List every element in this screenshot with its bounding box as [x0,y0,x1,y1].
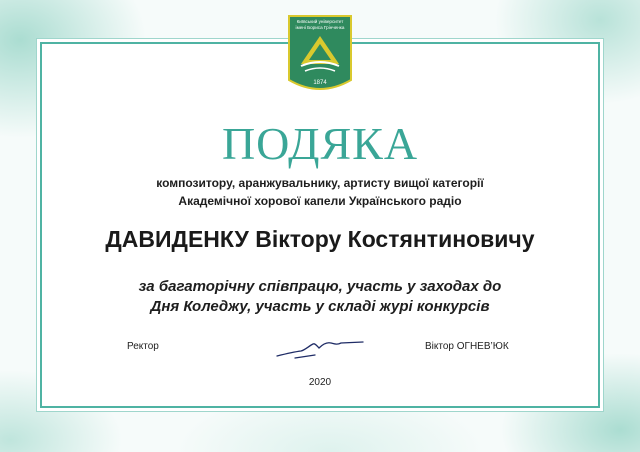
reason-line-1: за багаторічну співпрацю, участь у заходах до [138,278,502,295]
recipient-name: ДАВИДЕНКУ Віктору Костянтиновичу [105,226,535,252]
reason-line-2: Дня Коледжу, участь у складі журі конкурсів [150,298,490,315]
crest-year: 1874 [313,80,327,86]
signatory-position: Ректор [127,341,159,352]
handwritten-signature [275,336,367,360]
subtitle-line-1: композитору, аранжувальнику, артисту вищої категорії [156,176,484,190]
certificate-year: 2020 [308,377,332,388]
university-crest [287,14,353,98]
certificate-title: ПОДЯКА [221,118,419,169]
signatory-name: Віктор ОГНЕВ’ЮК [425,341,509,352]
crest-university-line1: Київський університет [296,19,344,24]
crest-university-line2: імені Бориса Грінченка [295,25,345,30]
subtitle-line-2: Академічної хорової капели Українського радіо [178,194,462,208]
